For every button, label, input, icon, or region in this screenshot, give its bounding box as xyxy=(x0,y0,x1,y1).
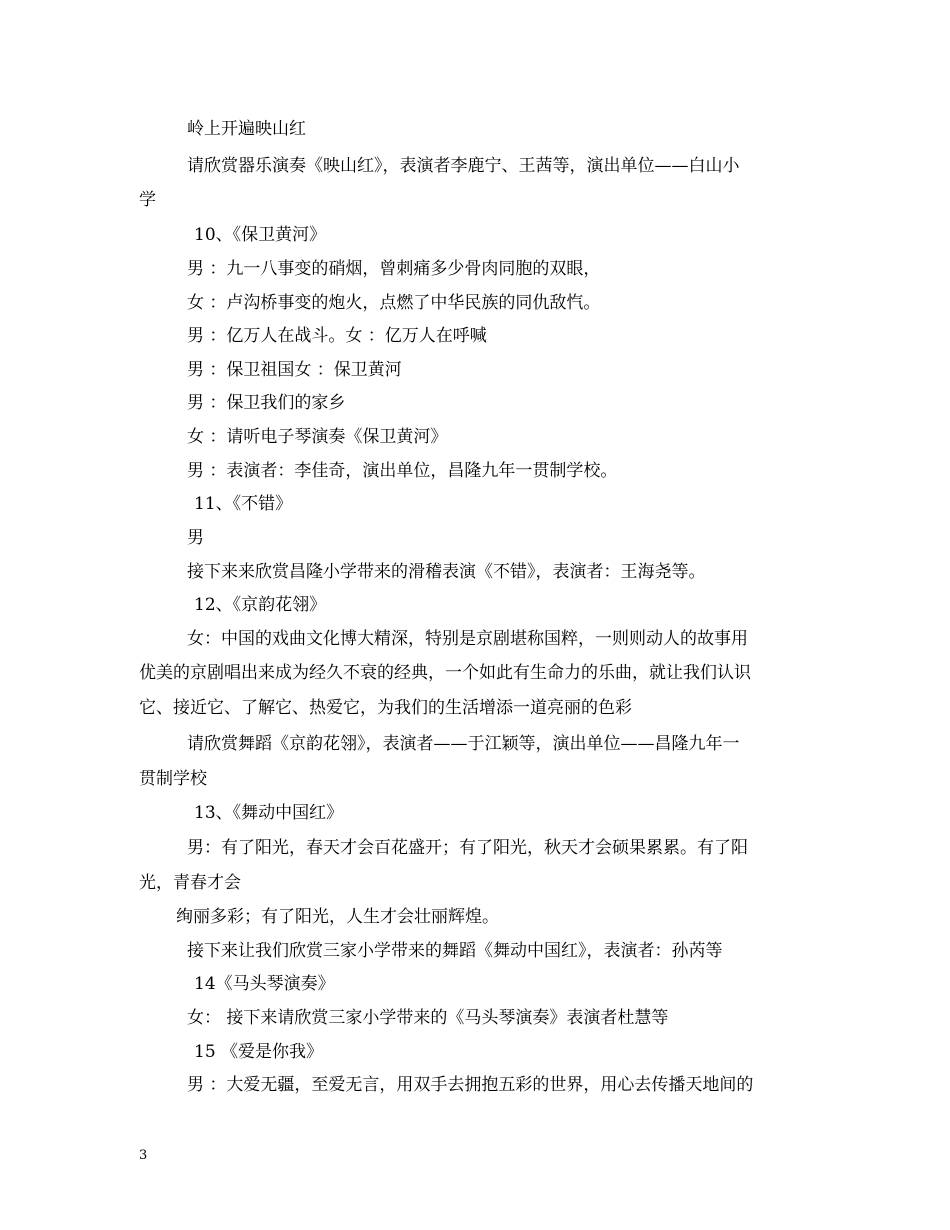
text-line: 女： 接下来请欣赏三家小学带来的《马头琴演奏》表演者杜慧等 xyxy=(187,1008,669,1028)
text-line: 男 ：保卫祖国女 ：保卫黄河 xyxy=(187,360,402,380)
text-line: 男 ：亿万人在战斗。女 ：亿万人在呼喊 xyxy=(187,326,487,346)
text-line: 优美的京剧唱出来成为经久不衰的经典，一个如此有生命力的乐曲，就让我们认识 xyxy=(139,663,751,683)
text-line: 光，青春才会 xyxy=(139,873,241,893)
text-line: 男 ：表演者：李佳奇，演出单位，昌隆九年一贯制学校。 xyxy=(187,461,618,481)
text-line: 绚丽多彩；有了阳光，人生才会壮丽辉煌。 xyxy=(176,907,499,927)
text-line: 请欣赏器乐演奏《映山红》，表演者李鹿宁、王茜等，演出单位——白山小 xyxy=(187,156,740,176)
text-line: 接下来让我们欣赏三家小学带来的舞蹈《舞动中国红》，表演者：孙芮等 xyxy=(187,941,723,961)
section-heading: 15 《爱是你我》 xyxy=(194,1042,324,1062)
text-line: 女 ：请听电子琴演奏《保卫黄河》 xyxy=(187,427,448,447)
text-line: 男：有了阳光，春天才会百花盛开；有了阳光，秋天才会硕果累累。有了阳 xyxy=(187,838,748,858)
text-line: 男 ：保卫我们的家乡 xyxy=(187,393,346,413)
text-line: 接下来来欣赏昌隆小学带来的滑稽表演《不错》，表演者：王海尧等。 xyxy=(187,562,706,582)
text-line: 贯制学校 xyxy=(139,769,207,789)
section-heading: 12、《京韵花翎》 xyxy=(194,595,327,615)
text-line: 它、接近它、了解它、热爱它，为我们的生活增添一道亮丽的色彩 xyxy=(139,698,632,718)
text-line: 男 ：九一八事变的硝烟，曾刺痛多少骨肉同胞的双眼， xyxy=(187,259,601,279)
text-line: 岭上开遍映山红 xyxy=(187,119,306,139)
text-line: 女 ：卢沟桥事变的炮火，点燃了中华民族的同仇敌忾。 xyxy=(187,293,601,313)
section-heading: 13、《舞动中国红》 xyxy=(194,803,344,823)
section-heading: 11、《不错》 xyxy=(194,494,293,514)
text-line: 女：中国的戏曲文化博大精深，特别是京剧堪称国粹，一则则动人的故事用 xyxy=(187,629,748,649)
section-heading: 10、《保卫黄河》 xyxy=(194,225,327,245)
text-line: 请欣赏舞蹈《京韵花翎》，表演者——于江颖等，演出单位——昌隆九年一 xyxy=(187,734,740,754)
text-line: 学 xyxy=(139,190,156,210)
text-line: 男 ：大爱无疆，至爱无言，用双手去拥抱五彩的世界，用心去传播天地间的 xyxy=(187,1075,754,1095)
text-line: 男 xyxy=(187,528,204,548)
section-heading: 14《马头琴演奏》 xyxy=(194,974,335,994)
page-number: 3 xyxy=(139,1148,148,1163)
